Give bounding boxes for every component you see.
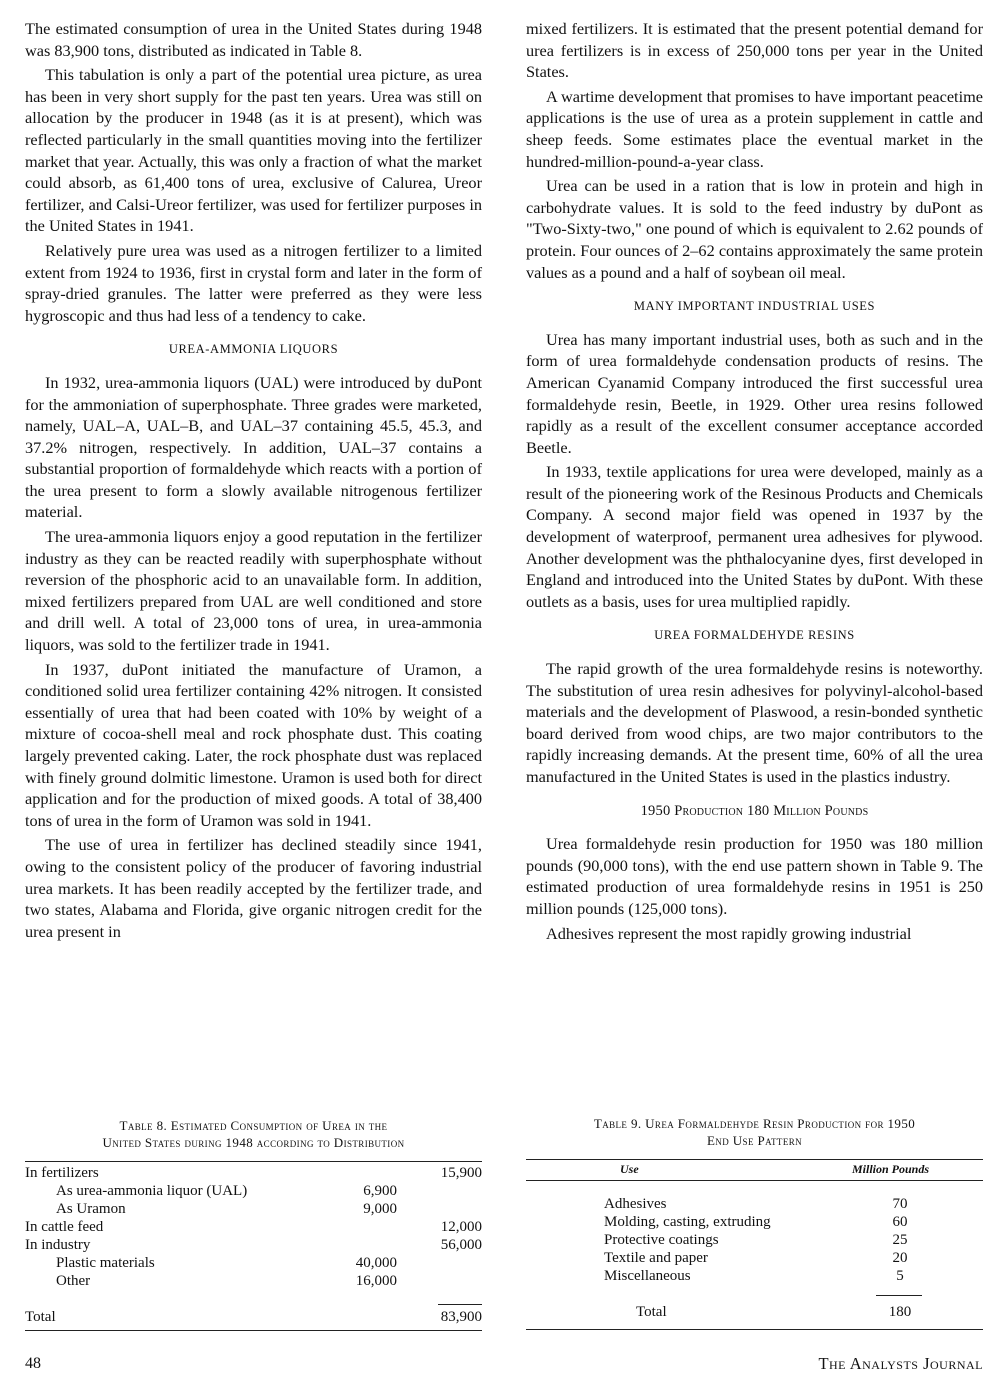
table-total-row	[526, 1303, 983, 1321]
paragraph: mixed fertilizers. It is estimated that the present potential demand for urea fertilizers is in excess of 250,000 tons per year in the United States.	[526, 19, 983, 82]
total-value: 180	[888, 1304, 912, 1320]
paragraph: Urea can be used in a ration that is low in protein and high in carbohydrate values. It is sold to the feed industry by duPont as "Two-Sixty-two," one pound of which is equivalent to 2.62 pounds of protein. Four ounces of 2–62 contains approximately the same protein values as a pound and a half of soybean oil meal.	[526, 176, 983, 282]
table-caption	[526, 1115, 983, 1149]
table-row	[526, 1249, 983, 1267]
row-subvalue: 16,000	[355, 1273, 397, 1289]
row-label: In industry	[25, 1237, 91, 1253]
table-rule	[25, 1330, 482, 1331]
journal-name: The Analysts Journal	[818, 1354, 983, 1373]
table-row	[526, 1267, 983, 1285]
paragraph: Urea formaldehyde resin production for 1950 was 180 million pounds (90,000 tons), with the end use pattern shown in Table 9. The estimated production of urea formaldehyde resins in 1951 is 250 million pounds (125,000 tons).	[526, 834, 983, 918]
row-value: 70	[892, 1196, 908, 1212]
row-total: 56,000	[440, 1237, 482, 1253]
row-value: 60	[892, 1214, 908, 1230]
sum-rule	[876, 1295, 922, 1296]
paragraph: The urea-ammonia liquors enjoy a good reputation in the fertilizer industry as they can be reacted readily with superphosphate without reversion of the phosphoric acid to an unavailable form. In addition, mixed fertilizers prepared from UAL are well conditioned and store and drill well. A total of 23,000 tons of urea, in urea-ammonia liquors, was sold to the fertilizer trade in 1941.	[25, 527, 482, 655]
paragraph: A wartime development that promises to have important peacetime applications is the use of urea as a protein supplement in cattle and sheep feeds. Some estimates place the eventual market in the hundred-million-pound-a-year class.	[526, 86, 983, 171]
column-header: Use	[620, 1162, 639, 1176]
paragraph: In 1932, urea-ammonia liquors (UAL) were introduced by duPont for the ammoniation of superphosphate. Three grades were marketed, namely, UAL–A, UAL–B, and UAL–37 containing 45.5, 45.3, and 37.2% nitrogen, respectively. In addition, UAL–37 contains a substantial proportion of formaldehyde which reacts with a portion of the urea present to form a slowly available nitrogenous fertilizer material.	[25, 372, 482, 522]
table-row	[526, 1213, 983, 1231]
total-label: Total	[636, 1304, 667, 1320]
paragraph: In 1933, textile applications for urea were developed, mainly as a result of the pioneering work of the Resinous Products and Chemicals Company. A second major field was opened in 1937 by the development of waterproof, permanent urea adhesives for plywood. Another development was the phthalocyanine dyes, first developed in England and introduced into the United States by duPont. With these outlets as a basis, uses for urea multiplied rapidly.	[526, 462, 983, 611]
paragraph: Adhesives represent the most rapidly growing industrial	[546, 923, 912, 943]
paragraph: The rapid growth of the urea formaldehyde resins is noteworthy. The substitution of urea resin adhesives for polyvinyl-alcohol-based materials and the development of Plaswood, a resin-bonded synthetic board derived from wood chips, are two major contributors to the rapidly increasing demands. At the present time, 60% of all the urea manufactured in the United States is used in the plastics industry.	[526, 659, 983, 786]
paragraph: This tabulation is only a part of the potential urea picture, as urea has been in very short supply for the past ten years. Urea was still on allocation by the producer in 1948 (as it is at present), which was reflected particularly in the small quantities moving into the fertilizer market that year. Actually, this was only a fraction of what the market could absorb, as 61,400 tons of urea, exclusive of Calurea, Ureor fertilizer, and Calsi-Ureor fertilizer, was used for fertilizer purposes in the United States in 1941.	[25, 65, 482, 236]
row-subvalue: 9,000	[363, 1201, 397, 1217]
table-9	[526, 1115, 983, 1330]
left-column	[25, 18, 482, 942]
section-heading: MANY IMPORTANT INDUSTRIAL USES	[633, 299, 876, 314]
heading-text: Million Pounds	[773, 802, 869, 819]
row-label: As Uramon	[56, 1201, 126, 1217]
table-total-row	[25, 1308, 482, 1326]
table-row	[25, 1236, 482, 1254]
caption-line: United States during 1948 according to Distribution	[102, 1135, 405, 1150]
table-rule	[526, 1329, 983, 1330]
paragraph: The estimated consumption of urea in the United States during 1948 was 83,900 tons, distributed as indicated in Table 8.	[25, 19, 482, 60]
sum-rule	[438, 1304, 482, 1305]
section-heading	[526, 801, 983, 823]
row-label: Plastic materials	[56, 1255, 155, 1271]
total-label: Total	[25, 1309, 56, 1325]
caption-line: End Use Pattern	[706, 1133, 803, 1148]
paragraph: Relatively pure urea was used as a nitrogen fertilizer to a limited extent from 1924 to 1936, first in crystal form and later in the form of spray-dried granules. The latter were preferred as they were less hygroscopic and thus had less of a tendency to cake.	[25, 240, 482, 325]
paragraph: The use of urea in fertilizer has declined steadily since 1941, owing to the consistent policy of the producer of favoring industrial urea markets. It has been readily accepted by the fertilizer trade, and two states, Alabama and Florida, give organic nitrogen credit for the urea present in	[25, 835, 482, 941]
row-subvalue: 6,900	[363, 1183, 397, 1199]
section-heading: UREA FORMALDEHYDE RESINS	[654, 628, 855, 643]
table-row	[25, 1272, 482, 1290]
row-value: 20	[892, 1250, 908, 1266]
row-label: Protective coatings	[604, 1232, 719, 1248]
total-value: 83,900	[440, 1309, 482, 1325]
row-total: 15,900	[440, 1165, 482, 1181]
table-row	[526, 1231, 983, 1249]
table-8	[25, 1117, 482, 1331]
row-label: In fertilizers	[25, 1165, 99, 1181]
table-row	[526, 1195, 983, 1213]
row-label: Adhesives	[604, 1196, 667, 1212]
table-row	[25, 1200, 482, 1218]
table-row	[25, 1254, 482, 1272]
row-label: Textile and paper	[604, 1250, 708, 1266]
row-label: In cattle feed	[25, 1219, 104, 1235]
table-row	[25, 1164, 482, 1182]
row-label: Other	[56, 1273, 91, 1289]
row-subvalue: 40,000	[355, 1255, 397, 1271]
right-column	[526, 18, 983, 944]
column-header: Million Pounds	[852, 1162, 930, 1176]
heading-number: 1950	[640, 802, 671, 819]
paragraph: In 1937, duPont initiated the manufacture of Uramon, a conditioned solid urea fertilizer containing 42% nitrogen. It consisted essentially of urea that had been coated with 10% by weight of a mixture of cocoa-shell meal and rock phosphate dust. This coating largely prevented caking. Later, the rock phosphate dust was replaced with finely ground dolmitic limestone. Uramon is used both for direct application and for the production of mixed goods. A total of 38,400 tons of urea in the form of Uramon was sold in 1941.	[25, 659, 482, 830]
table-caption	[25, 1117, 482, 1151]
row-value: 25	[892, 1232, 908, 1248]
caption-line: Table 9. Urea Formaldehyde Resin Production for 1950	[593, 1116, 916, 1131]
row-value: 5	[896, 1268, 904, 1284]
row-total: 12,000	[440, 1219, 482, 1235]
table-row	[25, 1218, 482, 1236]
paragraph: Urea has many important industrial uses, both as such and in the form of urea formaldehyde condensation products of resins. The American Cyanamid Company introduced the first successful urea formaldehyde resin, Beetle, in 1929. Other urea resins followed rapidly as a result of the excellent consumer acceptance accorded Beetle.	[526, 329, 983, 457]
page-number: 48	[25, 1355, 41, 1372]
table-row	[25, 1182, 482, 1200]
row-label: As urea-ammonia liquor (UAL)	[56, 1183, 248, 1199]
caption-line: Table 8. Estimated Consumption of Urea in the	[119, 1118, 388, 1133]
heading-text: Production	[674, 802, 744, 819]
table-header	[526, 1160, 983, 1180]
row-label: Miscellaneous	[604, 1268, 691, 1284]
section-heading: UREA-AMMONIA LIQUORS	[168, 342, 339, 357]
row-label: Molding, casting, extruding	[604, 1214, 771, 1230]
heading-number: 180	[747, 802, 770, 819]
